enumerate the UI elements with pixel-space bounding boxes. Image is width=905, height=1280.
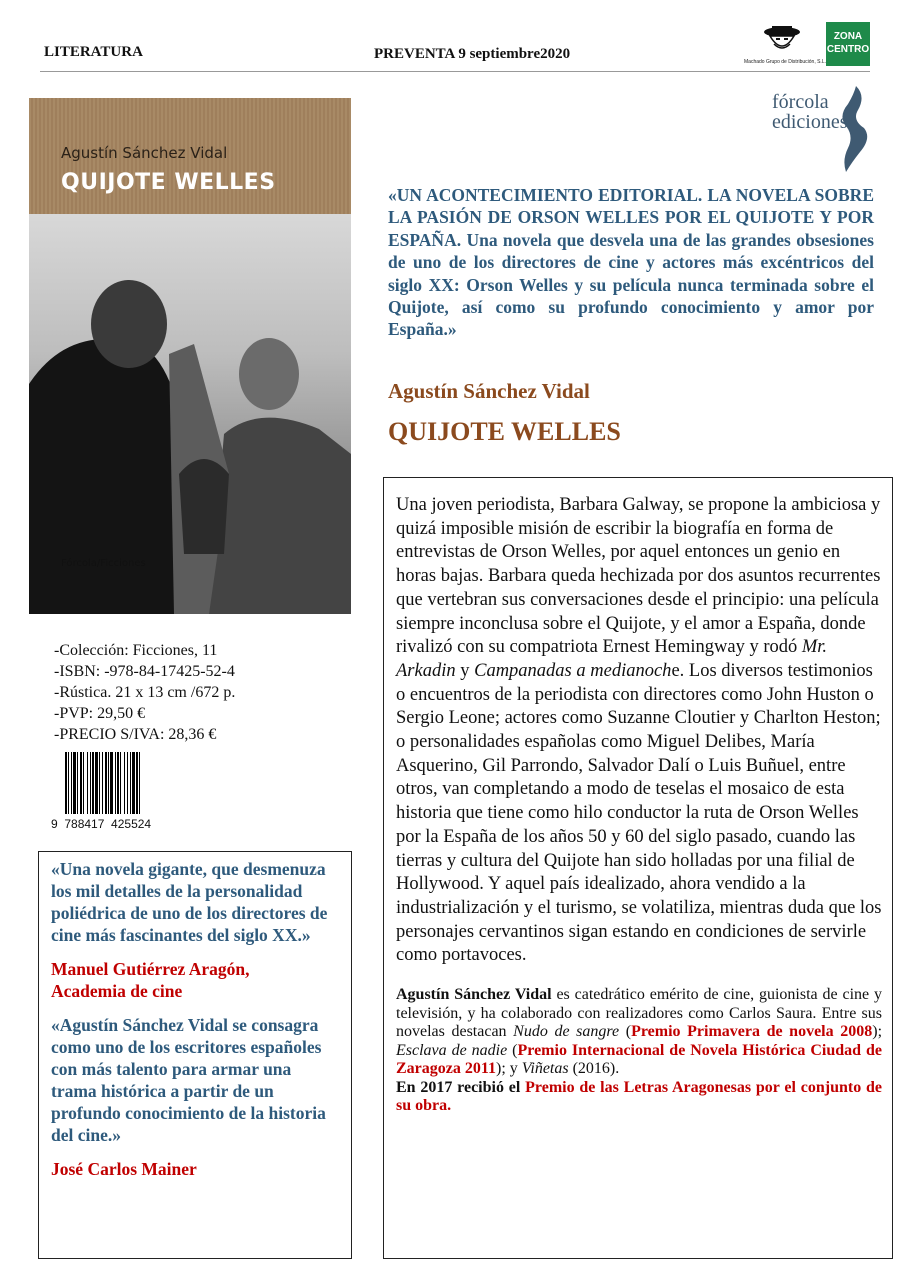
quote-1-attribution xyxy=(51,958,341,1002)
synopsis-text-1: Una joven periodista, Barbara Galway, se propone la ambiciosa y quizá imposible misión de escribir la biografía en forma de entrevistas de Orson Welles, por aquel entonces un genio en horas bajas. Barbara queda hechizada por dos asuntos recurrentes que vertebran sus conversaciones desde el principio: una película siempre inconclusa sobre el Quijote, y el amor a España, donde rivalizó con su compatriota Ernest Hemingway y rodó xyxy=(396,495,881,658)
barcode-bar xyxy=(115,752,116,814)
barcode-bar xyxy=(83,752,84,814)
synopsis-box xyxy=(383,477,893,1259)
barcode-bar xyxy=(65,752,67,814)
book-cover xyxy=(29,98,351,614)
barcode-bar xyxy=(77,752,78,814)
barcode-bar xyxy=(73,752,76,814)
distributor-logo xyxy=(744,22,826,70)
spec-collection: -Colección: Ficciones, 11 xyxy=(54,642,218,659)
quote-2: «Agustín Sánchez Vidal se consagra como uno de los escritores españoles con más talento para armar una trama histórica a partir de un profundo conocimiento de la historia del cine.» xyxy=(51,1015,326,1145)
zona-centro-logo xyxy=(826,22,870,66)
barcode-digits: 9 788417 425524 xyxy=(51,817,152,831)
spec-binding: -Rústica. 21 x 13 cm /672 p. xyxy=(54,684,236,701)
author-bio xyxy=(396,986,882,1116)
spec-isbn: -ISBN: -978-84-17425-52-4 xyxy=(54,663,235,680)
barcode-bar xyxy=(80,752,82,814)
book-title-heading: QUIJOTE WELLES xyxy=(388,417,621,446)
zona-line: ZONA xyxy=(833,31,863,42)
bio-text: (2016). xyxy=(568,1060,620,1078)
book-author-heading: Agustín Sánchez Vidal xyxy=(388,379,590,403)
attribution-affiliation: Academia de cine xyxy=(51,981,183,1001)
barcode-bar xyxy=(102,752,103,814)
section-label: LITERATURA xyxy=(44,44,143,60)
barcode-bar xyxy=(127,752,128,814)
barcode-bar xyxy=(110,752,113,814)
header-rule xyxy=(40,71,870,72)
bio-novel: Nudo de sangre xyxy=(513,1023,620,1041)
bio-prize: Premio de las Letras Aragonesas por el conjunto de su obra. xyxy=(396,1078,883,1115)
barcode-bar xyxy=(105,752,107,814)
barcode-bar xyxy=(132,752,135,814)
synopsis-conj: y xyxy=(455,660,475,681)
barcode-bar xyxy=(68,752,69,814)
cover-imprint: Fórcola/Ficciones xyxy=(61,558,146,569)
film-title-end: e xyxy=(671,660,680,681)
book-specs xyxy=(54,640,235,745)
publisher-name: fórcola xyxy=(772,91,829,113)
film-title-arkadin: Mr. Arkadin xyxy=(396,637,828,681)
cover-author: Agustín Sánchez Vidal xyxy=(61,144,228,162)
barcode-bar xyxy=(117,752,119,814)
barcode-bar xyxy=(124,752,125,814)
bio-award-lead: En 2017 recibió el xyxy=(396,1078,526,1096)
quotes-box xyxy=(38,851,352,1259)
barcode xyxy=(51,752,211,831)
bio-author-name: Agustín Sánchez Vidal xyxy=(396,986,552,1004)
editorial-blurb: «UN ACONTECIMIENTO EDITORIAL. LA NOVELA SOBRE LA PASIÓN DE ORSON WELLES POR EL QUIJOTE Y POR ESPAÑA. Una novela que desvela una de las grandes obsesiones de uno de los directores de cine y actores más excéntricos del siglo XX: Orson Welles y su película nunca terminada sobre el Quijote, así como su profundo conocimiento y amor por España.» xyxy=(388,185,874,340)
bio-novel: Viñetas xyxy=(521,1060,569,1078)
barcode-bar xyxy=(87,752,88,814)
cover-title: QUIJOTE WELLES xyxy=(61,170,276,195)
synopsis-text-2: . Los diversos testimonios o encuentros de la periodista con directores como John Huston o Sergio Leone; actores como Suzanne Cloutier y Charlton Heston; o personalidades españolas como Miguel Delibes, María Asquerino, Gil Parrondo, Salvador Dalí o Luis Buñuel, entre otros, van completando a modo de teselas el mosaico de esta historia que tiene como hilo conductor la ruta de Orson Welles por la España de los años 50 y 60 del siglo pasado, cuando las tierras y cultura del Quijote han sido holladas por una filial de Hollywood. Y aquel país idealizado, ahora vendido a la industrialización y el turismo, se volatiliza, mientras duda que los personajes cervantinos sigan estando en condiciones de servirle como portavoces. xyxy=(396,660,882,966)
bio-novel: Esclava de nadie xyxy=(396,1041,508,1059)
bio-prize: Premio Primavera de novela 2008 xyxy=(631,1023,873,1041)
preventa-date: PREVENTA 9 septiembre2020 xyxy=(374,46,571,62)
barcode-bar xyxy=(90,752,91,814)
barcode-bar xyxy=(95,752,98,814)
cover-photograph xyxy=(29,214,351,614)
centro-line: CENTRO xyxy=(826,44,870,55)
bio-text: ); y xyxy=(496,1060,522,1078)
barcode-bar xyxy=(139,752,140,814)
barcode-bar xyxy=(108,752,109,814)
spec-price-no-vat: -PRECIO S/IVA: 28,36 € xyxy=(54,726,217,743)
barcode-bar xyxy=(120,752,121,814)
barcode-bar xyxy=(99,752,100,814)
film-title-campanadas: Campanadas a medianoch xyxy=(474,660,672,681)
barcode-bar xyxy=(130,752,131,814)
bio-text: ); xyxy=(872,1023,883,1041)
synopsis xyxy=(396,494,882,968)
barcode-bar xyxy=(92,752,94,814)
attribution-name: Manuel Gutiérrez Aragón, xyxy=(51,959,250,979)
bio-text: es catedrático emérito de cine, guionista de cine y televisión, y ha colaborado con realizadores como Carlos Saura. Entre sus novelas destacan xyxy=(396,986,883,1041)
forcola-logo xyxy=(760,82,875,174)
quote-1: «Una novela gigante, que desmenuza los mil detalles de la personalidad poliédrica de uno de los directores de cine más fascinantes del siglo XX.» xyxy=(51,859,328,945)
bio-text: ( xyxy=(619,1023,632,1041)
distributor-caption: Machado Grupo de Distribución, S.L. xyxy=(744,59,826,65)
quote-2-attribution: José Carlos Mainer xyxy=(51,1159,197,1179)
bio-prize: Premio Internacional de Novela Histórica Ciudad de Zaragoza 2011 xyxy=(396,1041,882,1078)
barcode-bar xyxy=(71,752,72,814)
bio-text: ( xyxy=(507,1041,518,1059)
spec-pvp: -PVP: 29,50 € xyxy=(54,705,146,722)
barcode-bar xyxy=(136,752,138,814)
publisher-subtitle: ediciones xyxy=(772,111,848,133)
